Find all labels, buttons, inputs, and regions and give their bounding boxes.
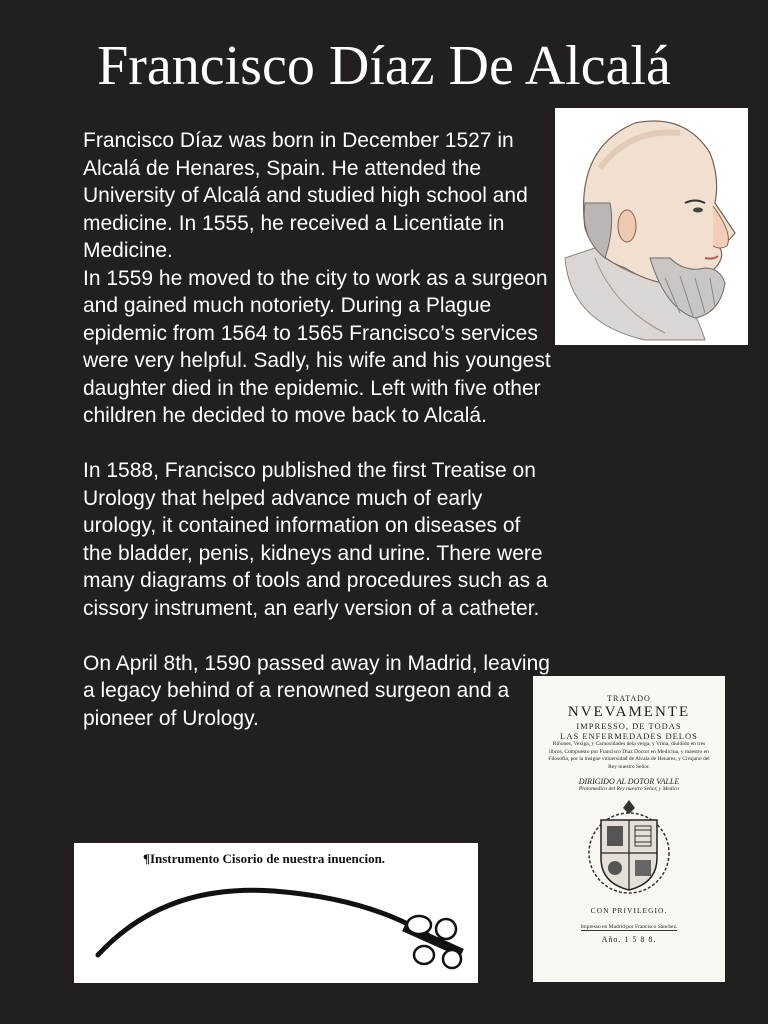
paragraph-career: In 1559 he moved to the city to work as a surgeon and gained much notoriety. During a Plague epidemic from 1564 to 1565 Francisco’s services were very helpful. Sadly, his wife and his youngest daughter died in the epidemic. Left with five other children he decided to move back to Alcalá. [83, 266, 551, 427]
book-description: Riñones, Vexiga, y Carnosidades dela verga, y Vrina, diuidido en tres libros. Compuesto por Francisco Diaz Doctor en Medicina, y maestro en Filosofia, por la insigne vniuersidad de Alcala de Henares, y Cirujano del Rey nuestro Señor. [548, 741, 710, 770]
book-year: Año. 1 5 8 8. [601, 935, 657, 944]
book-dedication-sub: Protomedico del Rey nuestro Señor, y Medico [578, 786, 680, 792]
paragraph-treatise: In 1588, Francisco published the first Treatise on Urology that helped advance much of early urology, it contained information on diseases of the bladder, penis, kidneys and urine. There were many diagrams of tools and procedures such as a cissory instrument, an early version of a catheter. [83, 459, 548, 620]
paragraph-death: On April 8th, 1590 passed away in Madrid, leaving a legacy behind of a renowned surgeon and a pioneer of Urology. [83, 651, 550, 730]
book-imprint: Impresso en Madrid por Francisco Sanchez. [580, 924, 678, 930]
treatise-title-page [533, 676, 725, 982]
book-line-nuevamente: NVEVAMENTE [567, 704, 691, 720]
book-line-tratado: TRATADO [607, 694, 651, 703]
instrument-caption: ¶Instrumento Cisorio de nuestra inuencion. [142, 851, 386, 866]
catheter-drawing [74, 843, 478, 983]
coat-of-arms-icon [587, 798, 671, 896]
paragraph-birth: Francisco Díaz was born in December 1527 in Alcalá de Henares, Spain. He attended the University of Alcalá and studied high school and medicine. In 1555, he received a Licentiate in Medicine. [83, 129, 528, 262]
portrait-drawing [555, 108, 748, 345]
portrait-image [555, 108, 748, 345]
book-dedication: DIRIGIDO AL DOTOR VALLE [578, 777, 680, 786]
cissory-instrument-image [74, 843, 478, 983]
biography-text [83, 127, 553, 732]
book-line-impresso: IMPRESSO, DE TODAS [576, 721, 682, 731]
book-privilegio: CON PRIVILEGIO. [590, 906, 668, 915]
book-line-enfermedades: LAS ENFERMEDADES DELOS [560, 731, 698, 741]
page-title: Francisco Díaz De Alcalá [97, 35, 671, 97]
